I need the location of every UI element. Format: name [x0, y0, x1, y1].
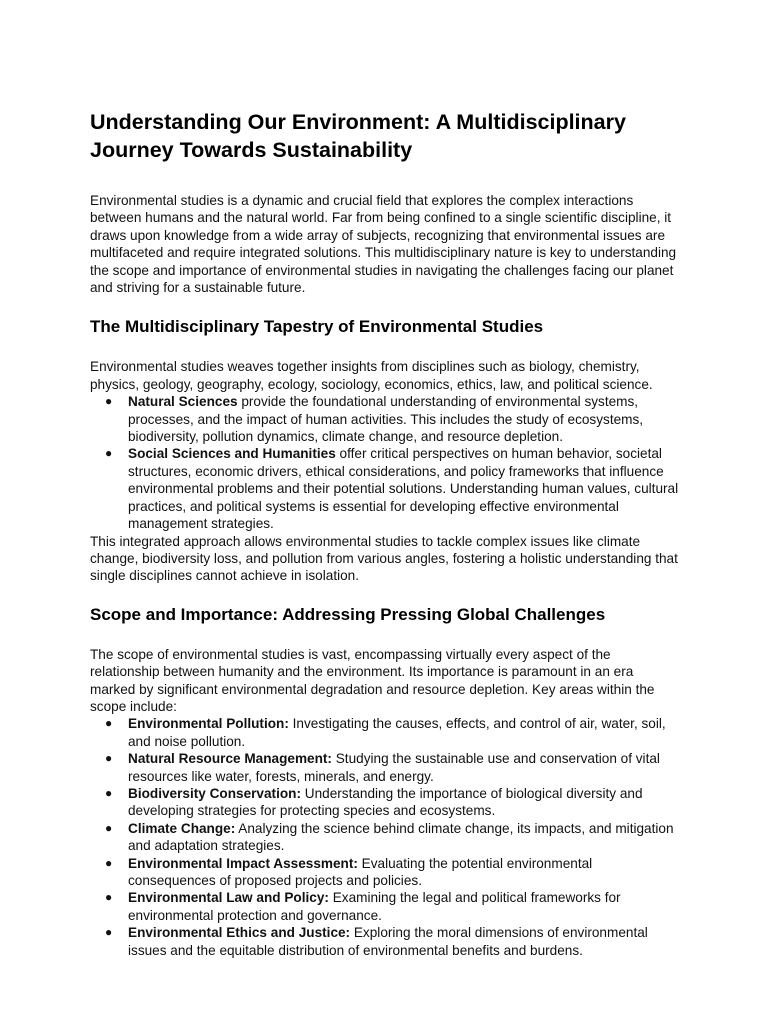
list-item-term: Environmental Law and Policy:: [128, 890, 329, 906]
section1-lead: Environmental studies weaves together insights from disciplines such as biology, chemistry, physics, geology, geography, ecology, sociology, economics, ethics, law, and political science.: [90, 359, 653, 392]
list-item-term: Environmental Ethics and Justice:: [128, 925, 351, 941]
section-heading-multidisciplinary: The Multidisciplinary Tapestry of Environmental Studies: [90, 317, 544, 337]
section1-closing: This integrated approach allows environmental studies to tackle complex issues like climate change, biodiversity loss, and pollution from various angles, fostering a holistic understanding that single disciplines cannot achieve in isolation.: [90, 533, 678, 584]
bullet-icon: ●: [105, 751, 113, 766]
list-item-text: Exploring the moral dimensions of environmental issues and the equitable distribution of environmental benefits and burdens.: [128, 925, 648, 958]
bullet-icon: ●: [105, 925, 113, 940]
document-title: Understanding Our Environment: A Multidisciplinary Journey Towards Sustainability: [90, 110, 626, 162]
list-item: [90, 820, 680, 855]
section1-list: [90, 393, 680, 532]
section2-lead: The scope of environmental studies is vast, encompassing virtually every aspect of the relationship between humanity and the environment. Its importance is paramount in an era marked by significant environmental degradation and resource depletion. Key areas within the scope include:: [90, 646, 655, 714]
bullet-icon: ●: [105, 394, 113, 409]
bullet-icon: ●: [105, 446, 113, 461]
bullet-icon: ●: [105, 855, 113, 870]
list-item-text: provide the foundational understanding of environmental systems, processes, and the impact of human activities. This includes the study of ecosystems, biodiversity, pollution dynamics, climate change, and resource depletion.: [128, 394, 644, 445]
list-item-term: Environmental Impact Assessment:: [128, 855, 358, 871]
list-item: [90, 924, 680, 959]
bullet-icon: ●: [105, 716, 113, 731]
list-item-text: Analyzing the science behind climate change, its impacts, and mitigation and adaptation strategies.: [128, 820, 674, 854]
list-item-term: Social Sciences and Humanities: [128, 446, 336, 462]
list-item-term: Biodiversity Conservation:: [128, 785, 301, 801]
list-item: [90, 445, 680, 532]
list-item: [90, 889, 680, 924]
list-item-text: Examining the legal and political frameworks for environmental protection and governance.: [128, 890, 621, 923]
list-item: [90, 750, 680, 785]
bullet-icon: ●: [105, 785, 113, 800]
section-heading-scope: Scope and Importance: Addressing Pressing Global Challenges: [90, 604, 606, 624]
bullet-icon: ●: [105, 820, 113, 835]
list-item: [90, 855, 680, 890]
list-item: [90, 393, 680, 445]
list-item-term: Natural Sciences: [128, 394, 238, 410]
section2-list: [90, 715, 680, 959]
bullet-icon: ●: [105, 890, 113, 905]
intro-paragraph: Environmental studies is a dynamic and crucial field that explores the complex interactions between humans and the natural world. Far from being confined to a single scientific discipline, it draws upon knowledge from a wide array of subjects, recognizing that environmental issues are multifaceted and require integrated solutions. This multidisciplinary nature is key to understanding the scope and importance of environmental studies in navigating the challenges facing our planet and striving for a sustainable future.: [90, 193, 677, 296]
list-item-text: Understanding the importance of biological diversity and developing strategies for protecting species and ecosystems.: [128, 785, 643, 819]
list-item-text: offer critical perspectives on human behavior, societal structures, economic drivers, ethical considerations, and policy frameworks that influence environmental problems and their potential solutions. Understanding human values, cultural practices, and political systems is essential for developing effective environmental management strategies.: [128, 446, 679, 532]
list-item-term: Natural Resource Management:: [128, 751, 332, 767]
list-item-text: Studying the sustainable use and conservation of vital resources like water, forests, minerals, and energy.: [128, 751, 660, 784]
list-item: [90, 715, 680, 750]
list-item: [90, 785, 680, 820]
list-item-text: Evaluating the potential environmental consequences of proposed projects and policies.: [128, 855, 593, 888]
list-item-term: Climate Change:: [128, 820, 236, 836]
list-item-term: Environmental Pollution:: [128, 716, 289, 732]
list-item-text: Investigating the causes, effects, and control of air, water, soil, and noise pollution.: [128, 716, 666, 749]
